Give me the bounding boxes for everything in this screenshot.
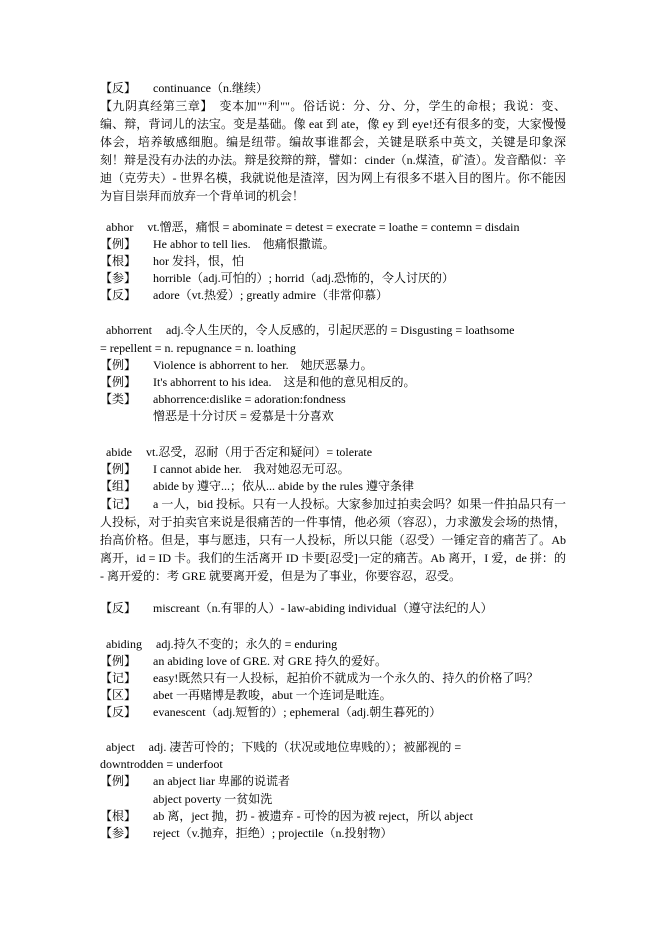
headword: abide [106,445,132,459]
ji-text: a 一人，bid 投标。只有一人投标。大家参加过拍卖会吗？如果一件拍品只有一人投标，对于拍卖官来说是很痛苦的一件事情，他必须（容忍），力求激发会场的热情，抬高价格。但是，事与愿违，只有一人投标，所以只能（忍受）一锤定音的痛苦了。Ab 离开，id = ID 卡。我们的生活离开 ID 卡要[忍受]一定的痛苦。Ab 离开，I 爱，de 拼：的 - 离开爱的：考 GRE 就要离开爱，但是为了事业，你要容忍，忍受。 [100,497,566,583]
line-label: 【参】 [100,271,137,285]
line-label: 【根】 [100,809,137,823]
line-label: 【区】 [100,688,137,702]
entry-line [100,670,568,687]
entry-header-abhorrent [100,322,568,339]
entry-line [100,461,568,478]
line-text: 憎恶是十分讨厌 = 爱慕是十分喜欢 [153,409,334,423]
headword: abiding [106,637,142,651]
line-label: 【例】 [100,358,137,372]
fan-text: miscreant（n.有罪的人）- law-abiding individual（遵守法纪的人） [153,601,493,615]
entry-line [100,825,568,842]
ji-label: 【记】 [100,497,137,511]
line-label: 【记】 [100,671,137,685]
line-text: I cannot abide her. 我对她忍无可忍。 [153,462,350,476]
line-text: abhorrence:dislike = adoration:fondness [153,392,346,406]
line-label: 【例】 [100,774,137,788]
entry-line [100,270,568,287]
entry-line [100,478,568,495]
top-fan-line [100,80,568,97]
line-text: He abhor to tell lies. 他痛恨撒谎。 [153,237,335,251]
headword-definition: vt.忍受，忍耐（用于否定和疑问）= tolerate [146,445,373,459]
line-label: 【例】 [100,462,137,476]
entry-header-abiding [100,636,568,653]
line-text: abet 一再赌博是教唆，abut 一个连词是毗连。 [153,688,392,702]
line-label: 【组】 [100,479,137,493]
entry-line [100,791,568,808]
line-text: reject（v.抛弃，拒绝）; projectile（n.投射物） [153,826,393,840]
line-text: Violence is abhorrent to her. 她厌恶暴力。 [153,358,373,372]
headword-definition: adj. 凄苦可怜的；下贱的（状况或地位卑贱的）；被鄙视的 = [148,740,462,754]
line-label: 【根】 [100,254,137,268]
line-text: an abject liar 卑鄙的说谎者 [153,774,290,788]
headword-definition: adj.持久不变的；永久的 = enduring [156,637,338,651]
entry-ji-paragraph [100,495,566,585]
line-text: evanescent（adj.短暂的）; ephemeral（adj.朝生暮死的） [153,705,442,719]
entry-line [100,687,568,704]
line-label: 【例】 [100,237,137,251]
entry-definition-cont: = repellent = n. repugnance = n. loathing [100,341,296,355]
entry-line [100,253,568,270]
line-label: 【反】 [100,705,137,719]
entry-line [100,704,568,721]
line-label: 【例】 [100,375,137,389]
line-text: an abiding love of GRE. 对 GRE 持久的爱好。 [153,654,387,668]
line-text: adore（vt.热爱）; greatly admire（非常仰慕） [153,288,388,302]
line-label: 【例】 [100,654,137,668]
entry-line [100,408,568,425]
line-text: horrible（adj.可怕的）; horrid（adj.恐怖的，令人讨厌的） [153,271,454,285]
headword: abhor [106,220,134,234]
line-label: 【反】 [100,288,137,302]
fan-label: 【反】 [100,601,137,615]
line-text: ab 离，ject 抛，扔 - 被遗弃 - 可怜的因为被 reject，所以 abject [153,809,473,823]
line-text: abide by 遵守...；依从... abide by the rules 遵守条律 [153,479,414,493]
intro-paragraph: 【九阴真经第三章】 变本加""利""。俗话说：分、分、分，学生的命根；我说：变、编、辩，背词儿的法宝。变是基础。像 eat 到 ate，像 ey 到 eye!还有很多的变，大家慢慢体会，培养敏感细胞。编是纽带。编故事谁都会，关键是联系中英文，关键是印象深刻！辩是没有办法的办法。辩是狡辩的辩，譬如：cinder（n.煤渣，矿渣）。发音酷似：辛迪（克劳夫）- 世界名模，我就说他是渣滓，因为网上有很多不堪入目的图片。你不能因为盲目崇拜而放弃一个背单词的机会！ [100,99,566,203]
entry-line [100,773,568,790]
fan-text: continuance（n.继续） [153,81,268,95]
entry-header-abhor [100,219,568,236]
entry-header-abide [100,444,568,461]
line-text: abject poverty 一贫如洗 [153,792,273,806]
entry-definition-cont: downtrodden = underfoot [100,757,223,771]
line-text: easy!既然只有一人投标，起拍价不就成为一个永久的、持久的价格了吗？ [153,671,539,685]
headword: abhorrent [106,323,152,337]
fan-label: 【反】 [100,81,137,95]
entry-line [100,391,568,408]
line-text: hor 发抖，恨，怕 [153,254,244,268]
line-text: It's abhorrent to his idea. 这是和他的意见相反的。 [153,375,416,389]
headword-definition: adj.令人生厌的，令人反感的，引起厌恶的 = Disgusting = loathsome [165,323,515,337]
entry-line [100,600,568,617]
entry-line [100,236,568,253]
line-label: 【类】 [100,392,137,406]
entry-line [100,374,568,391]
headword-definition: vt.憎恶，痛恨 = abominate = detest = execrate = loathe = contemn = disdain [147,220,520,234]
entry-line [100,357,568,374]
entry-line [100,808,568,825]
entry-line [100,287,568,304]
headword: abject [106,740,135,754]
entry-header-abject [100,739,568,756]
line-label: 【参】 [100,826,137,840]
entry-line [100,653,568,670]
